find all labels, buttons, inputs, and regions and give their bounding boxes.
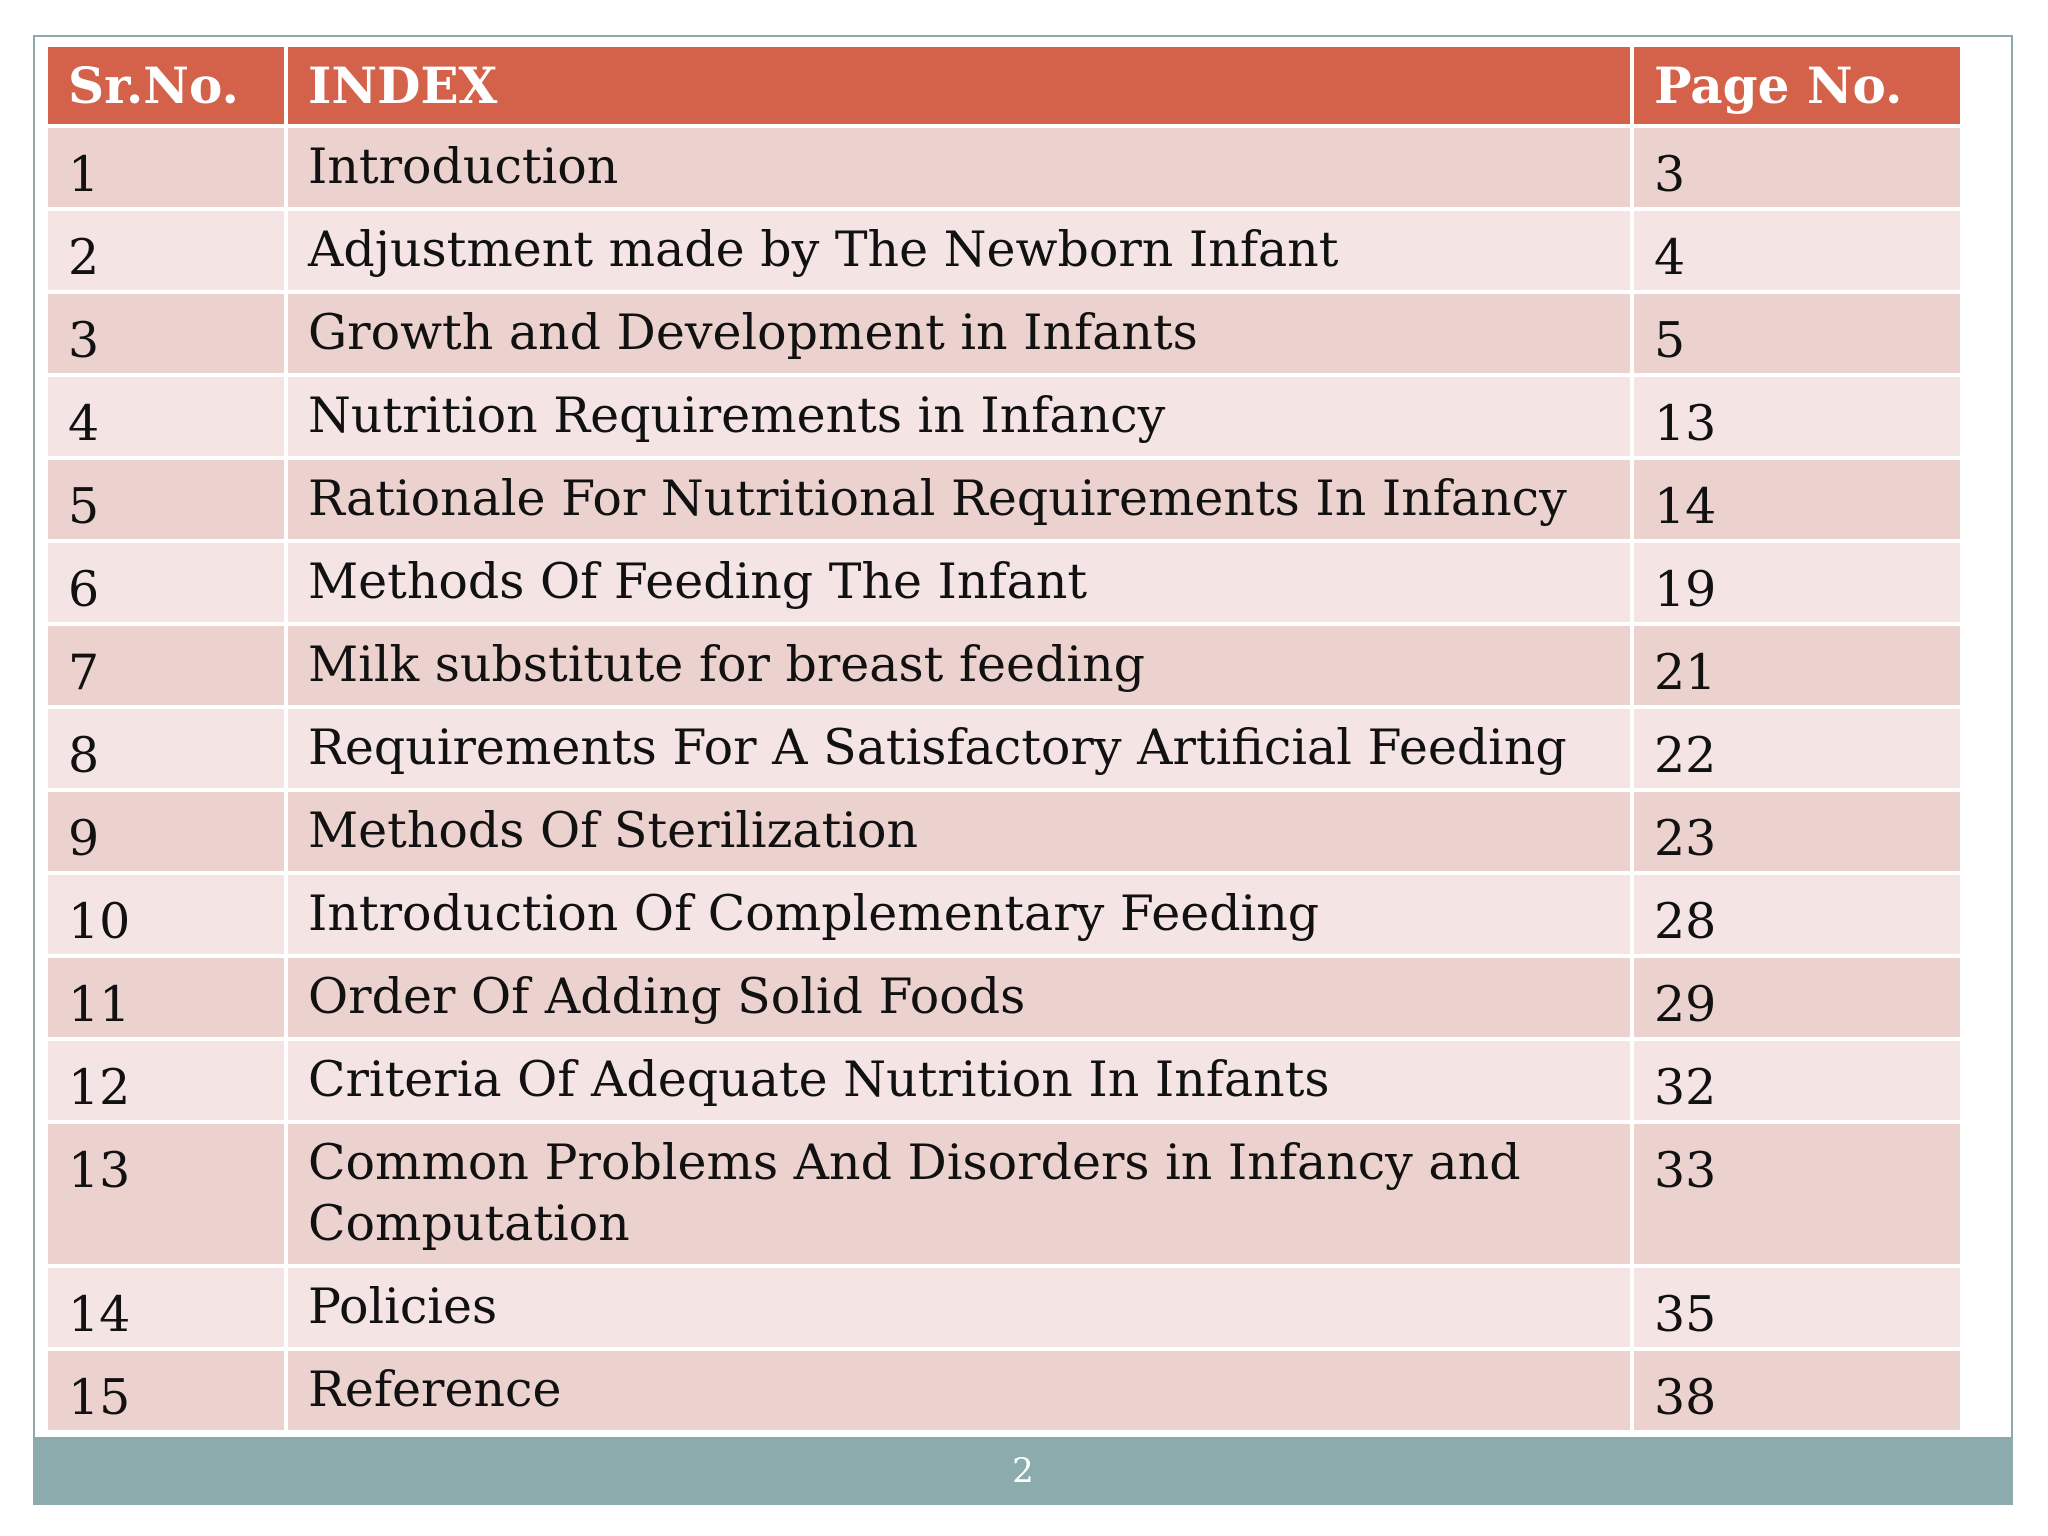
row-page-no: 32 xyxy=(1634,1041,1960,1120)
row-page-no: 13 xyxy=(1634,377,1960,456)
row-page-no: 29 xyxy=(1634,958,1960,1037)
row-sr-no: 13 xyxy=(48,1124,284,1264)
header-index: INDEX xyxy=(288,47,1630,124)
table-row xyxy=(48,1351,1960,1430)
index-table xyxy=(44,43,1964,1434)
row-sr-no: 6 xyxy=(48,543,284,622)
table-row xyxy=(48,958,1960,1037)
table-row xyxy=(48,1124,1960,1264)
row-sr-no: 7 xyxy=(48,626,284,705)
header-page-no: Page No. xyxy=(1634,47,1960,124)
header-sr-no: Sr.No. xyxy=(48,47,284,124)
table-row xyxy=(48,1268,1960,1347)
row-title: Nutrition Requirements in Infancy xyxy=(288,377,1630,456)
table-row xyxy=(48,294,1960,373)
row-page-no: 33 xyxy=(1634,1124,1960,1264)
row-title: Methods Of Sterilization xyxy=(288,792,1630,871)
row-sr-no: 15 xyxy=(48,1351,284,1430)
row-sr-no: 1 xyxy=(48,128,284,207)
table-row xyxy=(48,543,1960,622)
table-row xyxy=(48,460,1960,539)
row-title: Reference xyxy=(288,1351,1630,1430)
table-row xyxy=(48,128,1960,207)
row-title: Requirements For A Satisfactory Artificial Feeding xyxy=(288,709,1630,788)
row-page-no: 21 xyxy=(1634,626,1960,705)
row-sr-no: 12 xyxy=(48,1041,284,1120)
slide-page-number: 2 xyxy=(1012,1451,1034,1491)
row-page-no: 4 xyxy=(1634,211,1960,290)
row-sr-no: 8 xyxy=(48,709,284,788)
row-page-no: 22 xyxy=(1634,709,1960,788)
table-row xyxy=(48,1041,1960,1120)
row-page-no: 5 xyxy=(1634,294,1960,373)
row-page-no: 3 xyxy=(1634,128,1960,207)
table-header-row xyxy=(48,47,1960,124)
row-page-no: 14 xyxy=(1634,460,1960,539)
row-page-no: 19 xyxy=(1634,543,1960,622)
row-title: Adjustment made by The Newborn Infant xyxy=(288,211,1630,290)
row-sr-no: 14 xyxy=(48,1268,284,1347)
row-sr-no: 2 xyxy=(48,211,284,290)
table-row xyxy=(48,875,1960,954)
row-title: Policies xyxy=(288,1268,1630,1347)
row-sr-no: 11 xyxy=(48,958,284,1037)
table-row xyxy=(48,792,1960,871)
row-sr-no: 5 xyxy=(48,460,284,539)
row-title: Growth and Development in Infants xyxy=(288,294,1630,373)
row-page-no: 38 xyxy=(1634,1351,1960,1430)
row-title: Order Of Adding Solid Foods xyxy=(288,958,1630,1037)
row-title: Milk substitute for breast feeding xyxy=(288,626,1630,705)
row-page-no: 35 xyxy=(1634,1268,1960,1347)
row-title: Rationale For Nutritional Requirements In Infancy xyxy=(288,460,1630,539)
row-page-no: 28 xyxy=(1634,875,1960,954)
row-title: Methods Of Feeding The Infant xyxy=(288,543,1630,622)
row-sr-no: 4 xyxy=(48,377,284,456)
row-page-no: 23 xyxy=(1634,792,1960,871)
row-title: Common Problems And Disorders in Infancy and Computation xyxy=(288,1124,1630,1264)
row-title: Criteria Of Adequate Nutrition In Infants xyxy=(288,1041,1630,1120)
table-row xyxy=(48,211,1960,290)
table-row xyxy=(48,626,1960,705)
row-title: Introduction xyxy=(288,128,1630,207)
row-sr-no: 9 xyxy=(48,792,284,871)
footer-bar xyxy=(33,1437,2013,1505)
row-sr-no: 10 xyxy=(48,875,284,954)
row-sr-no: 3 xyxy=(48,294,284,373)
table-row xyxy=(48,377,1960,456)
table-row xyxy=(48,709,1960,788)
row-title: Introduction Of Complementary Feeding xyxy=(288,875,1630,954)
